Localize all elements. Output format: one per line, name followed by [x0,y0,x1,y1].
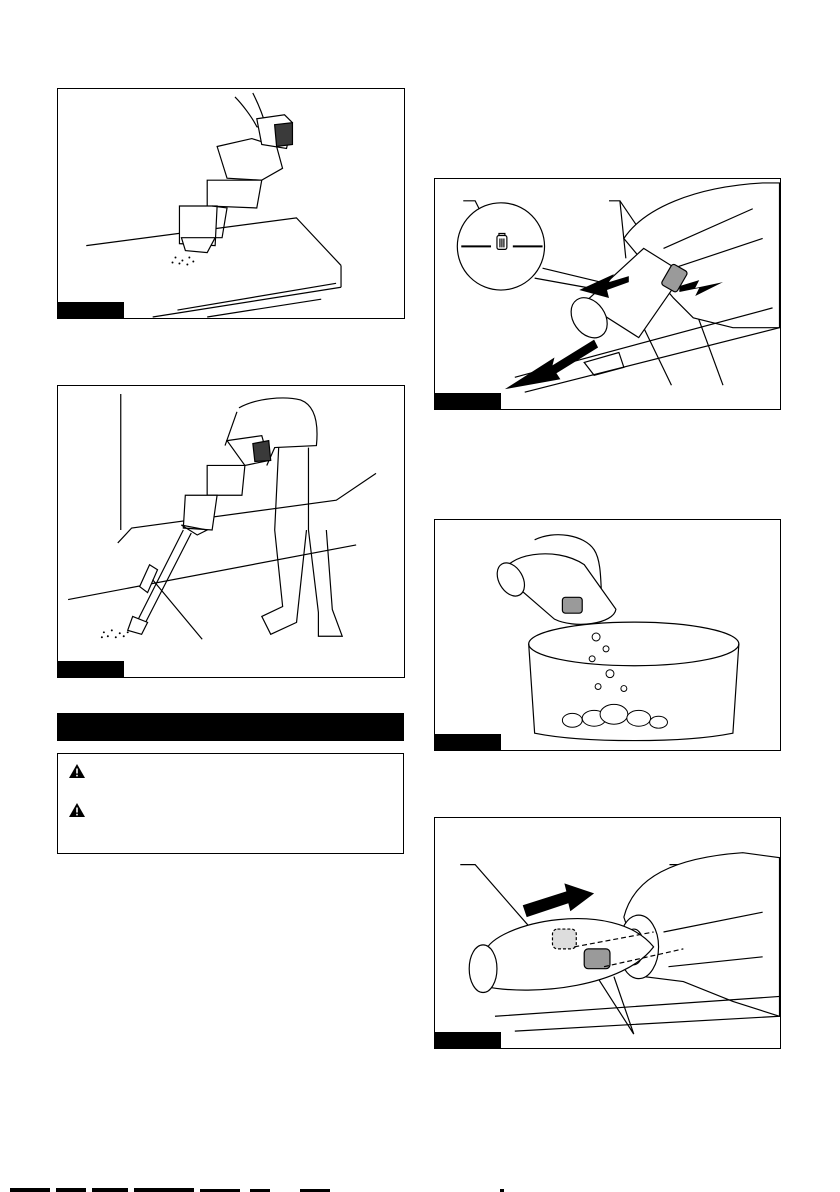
illustration-emptying-debris [435,520,780,750]
warning-row [68,802,94,818]
figure-tag [435,393,501,409]
figure-empty-dust-case [434,519,781,751]
cropped-footer-text [0,1186,840,1192]
section-heading-bar [57,713,404,741]
figure-dust-case-release [434,178,781,410]
warning-row [68,763,94,779]
figure-tag [435,734,501,750]
illustration-stick-vacuum [58,386,404,677]
warning-triangle-icon [68,763,86,779]
warning-box [57,753,404,854]
figure-tag [58,302,124,318]
warning-triangle-icon [68,802,86,818]
figure-handheld-table [57,88,405,319]
illustration-handheld-vacuum [58,89,404,318]
figure-install-dust-case [434,817,781,1049]
illustration-dust-case-removal [435,179,780,409]
illustration-dust-case-install [435,818,780,1048]
figure-person-floor [57,385,405,678]
figure-tag [435,1032,501,1048]
figure-tag [58,661,124,677]
